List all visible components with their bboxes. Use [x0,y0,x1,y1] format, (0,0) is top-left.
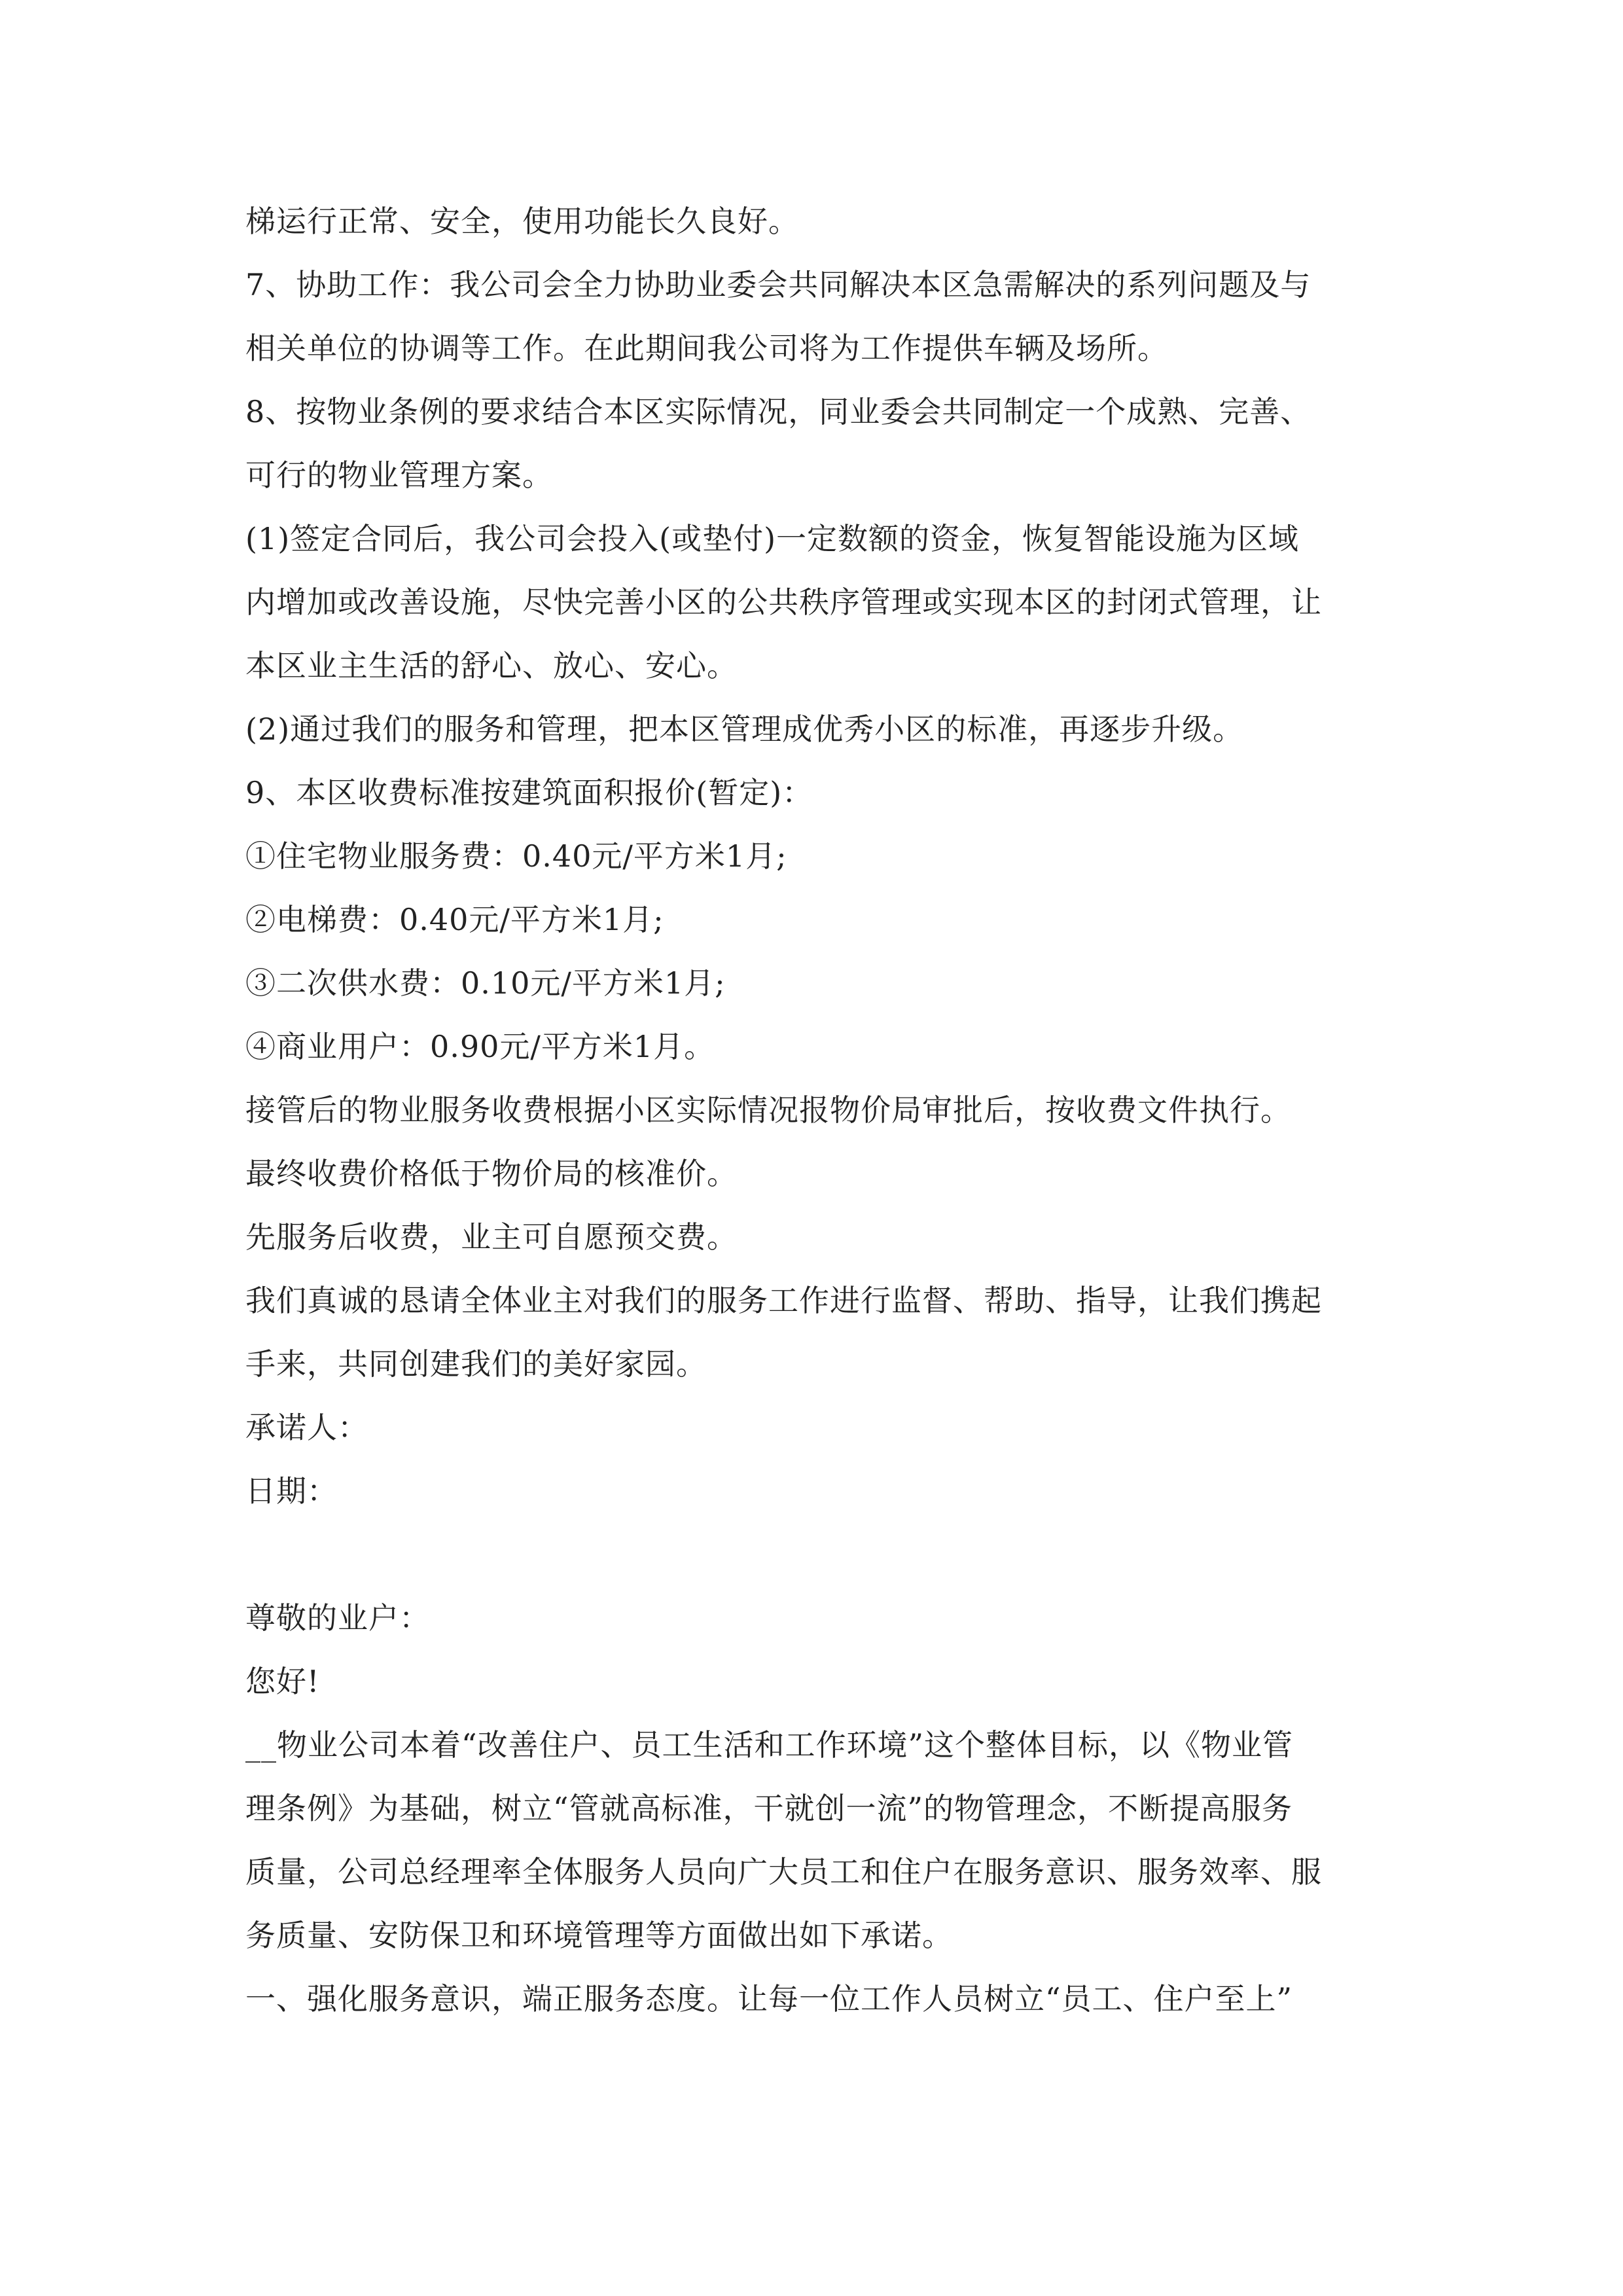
text-line: 相关单位的协调等工作。在此期间我公司将为工作提供车辆及场所。 [245,331,1168,366]
signatory-label: 承诺人： [245,1410,368,1445]
text-line: 务质量、安防保卫和环境管理等方面做出如下承诺。 [245,1918,953,1953]
text-line: 梯运行正常、安全，使用功能长久良好。 [245,204,799,239]
greeting: 您好! [245,1664,320,1699]
text-line: (1)签定合同后，我公司会投入(或垫付)一定数额的资金，恢复智能设施为区域 [245,521,1300,556]
text-line: 可行的物业管理方案。 [245,457,553,493]
document-body [245,190,1397,2031]
fee-item-elevator: ②电梯费：0.40元/平方米1月; [245,902,664,937]
fee-item-residential: ①住宅物业服务费：0.40元/平方米1月; [245,838,787,874]
text-line: 本区业主生活的舒心、放心、安心。 [245,648,738,683]
text-line: 内增加或改善设施，尽快完善小区的公共秩序管理或实现本区的封闭式管理，让 [245,584,1322,620]
text-line: 我们真诚的恳请全体业主对我们的服务工作进行监督、帮助、指导，让我们携起 [245,1283,1322,1318]
text-line: (2)通过我们的服务和管理，把本区管理成优秀小区的标准，再逐步升级。 [245,711,1244,747]
text-line: 理条例》为基础，树立“管就高标准，干就创一流”的物管理念，不断提高服务 [245,1791,1293,1826]
text-line: 7、协助工作：我公司会全力协助业委会共同解决本区急需解决的系列问题及与 [245,267,1311,302]
fee-item-commercial: ④商业用户：0.90元/平方米1月。 [245,1029,715,1064]
section-gap [245,1523,1397,1587]
text-line: 手来，共同创建我们的美好家园。 [245,1346,707,1382]
text-line: __物业公司本着“改善住户、员工生活和工作环境”这个整体目标，以《物业管 [245,1727,1294,1763]
fee-item-water-supply: ③二次供水费：0.10元/平方米1月; [245,965,726,1001]
text-line: 9、本区收费标准按建筑面积报价(暂定)： [245,775,813,810]
text-line: 8、按物业条例的要求结合本区实际情况，同业委会共同制定一个成熟、完善、 [245,394,1311,429]
text-line: 一、强化服务意识，端正服务态度。让每一位工作人员树立“员工、住户至上” [245,1981,1293,2017]
date-label: 日期： [245,1473,338,1509]
text-line: 接管后的物业服务收费根据小区实际情况报物价局审批后，按收费文件执行。 [245,1092,1291,1128]
text-line: 最终收费价格低于物价局的核准价。 [245,1156,738,1191]
salutation: 尊敬的业户： [245,1600,430,1636]
text-line: 质量，公司总经理率全体服务人员向广大员工和住户在服务意识、服务效率、服 [245,1854,1322,1890]
text-line: 先服务后收费，业主可自愿预交费。 [245,1219,738,1255]
